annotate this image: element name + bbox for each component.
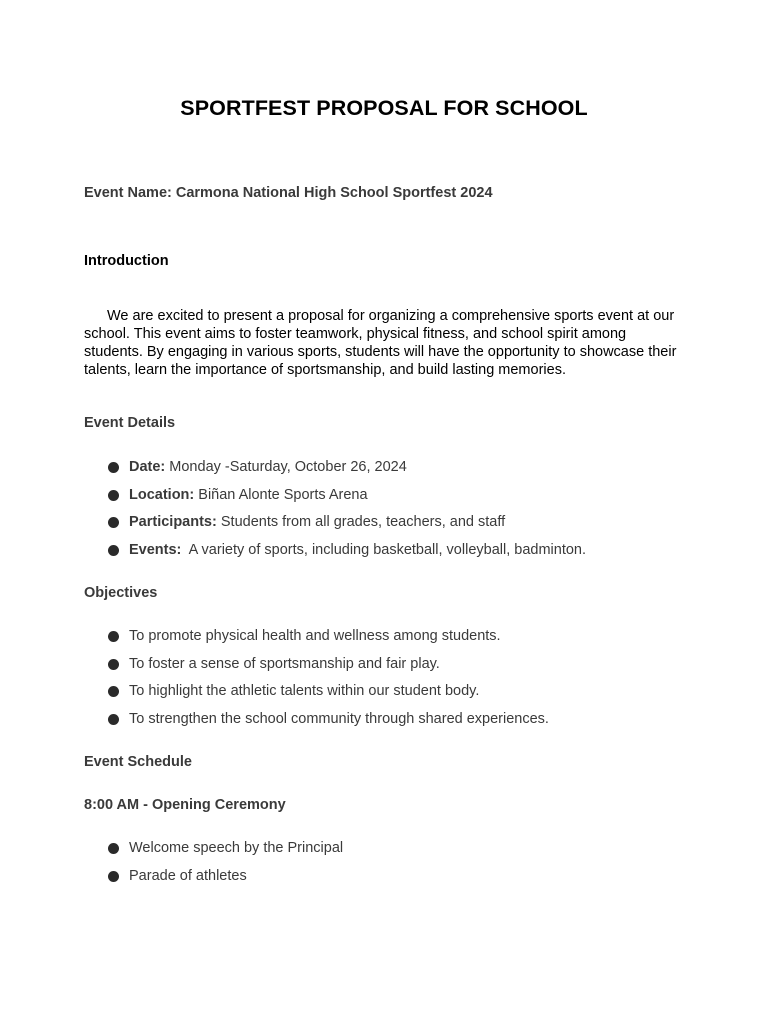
- bullet-icon: [108, 462, 119, 473]
- event-details-list: [104, 458, 724, 568]
- objective-text: To strengthen the school community through shared experiences.: [129, 710, 549, 727]
- objective-text: To foster a sense of sportsmanship and fair play.: [129, 655, 440, 672]
- detail-value: Monday -Saturday, October 26, 2024: [165, 459, 407, 475]
- list-item-date: [104, 458, 724, 486]
- detail-label: Participants:: [129, 514, 217, 530]
- event-name: Event Name: Carmona National High School Sportfest 2024: [84, 185, 493, 201]
- introduction-heading: Introduction: [84, 253, 169, 269]
- detail-label: Events:: [129, 541, 182, 558]
- list-item: [104, 839, 724, 867]
- schedule-item-text: Parade of athletes: [129, 867, 247, 884]
- bullet-icon: [108, 490, 119, 501]
- detail-label: Date:: [129, 459, 166, 475]
- detail-label: Location:: [129, 486, 195, 503]
- bullet-icon: [108, 631, 119, 642]
- page-title: SPORTFEST PROPOSAL FOR SCHOOL: [180, 96, 588, 120]
- bullet-icon: [108, 871, 119, 882]
- list-item: [104, 655, 724, 683]
- detail-value: A variety of sports, including basketball, volleyball, badminton.: [181, 541, 587, 558]
- list-item: [104, 627, 724, 655]
- objective-text: To promote physical health and wellness among students.: [129, 628, 501, 644]
- bullet-icon: [108, 517, 119, 528]
- objective-text: To highlight the athletic talents within our student body.: [129, 683, 480, 699]
- detail-value: Students from all grades, teachers, and staff: [216, 514, 506, 530]
- bullet-icon: [108, 545, 119, 556]
- bullet-icon: [108, 714, 119, 725]
- objectives-list: [104, 627, 724, 737]
- bullet-icon: [108, 686, 119, 697]
- opening-ceremony-list: [104, 839, 724, 894]
- detail-value: Biñan Alonte Sports Arena: [194, 486, 368, 503]
- event-schedule-heading: Event Schedule: [84, 754, 192, 770]
- bullet-icon: [108, 659, 119, 670]
- bullet-icon: [108, 843, 119, 854]
- introduction-paragraph: We are excited to present a proposal for organizing a comprehensive sports event at our school. This event aims to foster teamwork, physical fitness, and school spirit among students. By engaging in various sports, students will have the opportunity to showcase their talents, learn the importance of sportsmanship, and build lasting memories.: [84, 308, 677, 378]
- event-details-heading: Event Details: [84, 415, 176, 431]
- list-item: [104, 867, 724, 895]
- objectives-heading: Objectives: [84, 585, 158, 601]
- list-item-events: [104, 541, 724, 569]
- list-item: [104, 710, 724, 738]
- list-item-location: [104, 486, 724, 514]
- opening-ceremony-heading: 8:00 AM - Opening Ceremony: [84, 797, 286, 813]
- list-item-participants: [104, 513, 724, 541]
- schedule-item-text: Welcome speech by the Principal: [129, 840, 344, 856]
- list-item: [104, 682, 724, 710]
